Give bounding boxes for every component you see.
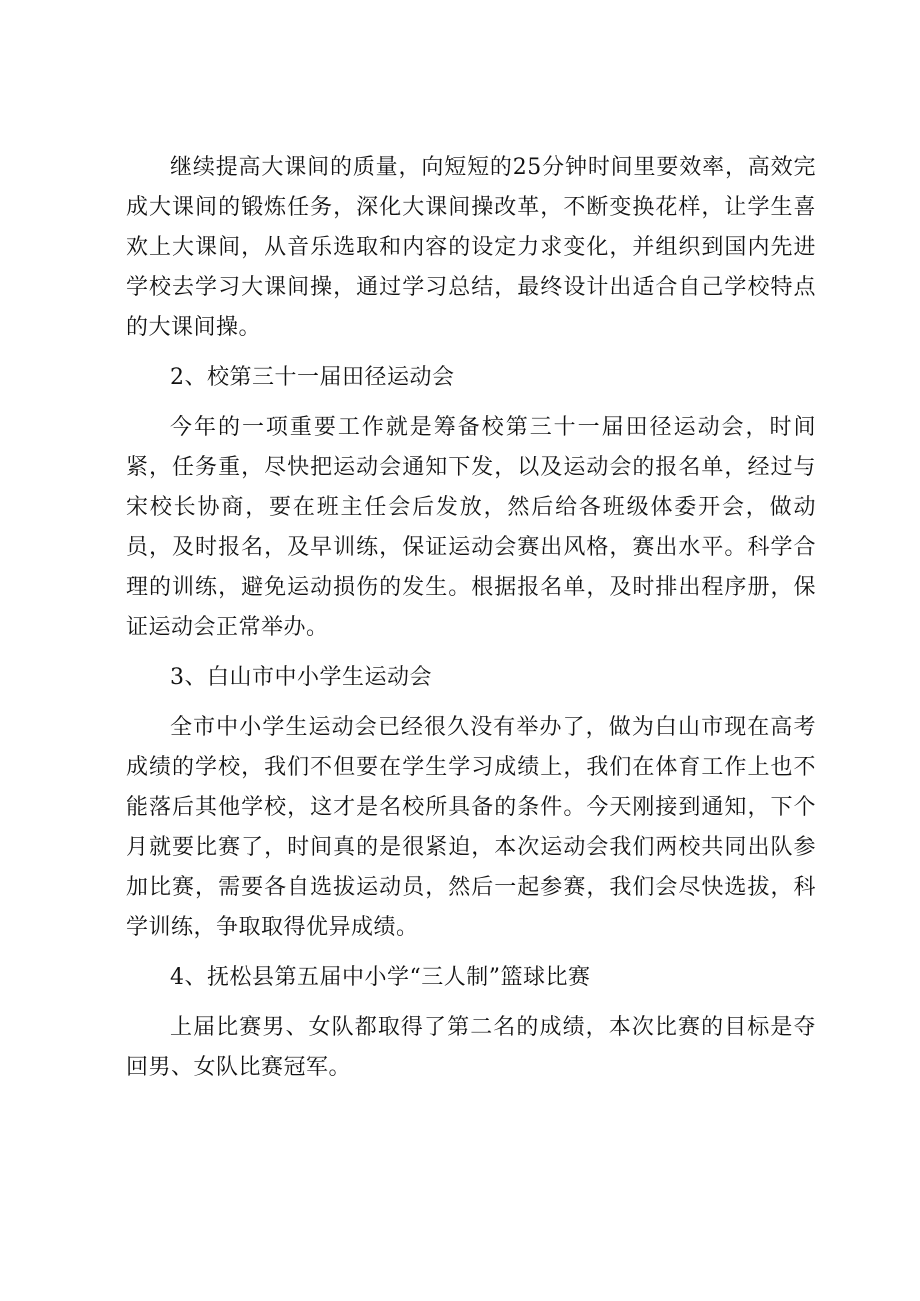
paragraph-fusong-basketball: 上届比赛男、女队都取得了第二名的成绩，本次比赛的目标是夺回男、女队比赛冠军。 — [126, 1015, 816, 1080]
heading-baishan-sports-meet: 3、白山市中小学生运动会 — [170, 665, 432, 690]
paragraph-school-track-meet: 今年的一项重要工作就是筹备校第三十一届田径运动会，时间紧，任务重，尽快把运动会通知下发，以及运动会的报名单，经过与宋校长协商，要在班主任会后发放，然后给各班级体委开会，做动员，及时报名，及早训练，保证运动会赛出风格，赛出水平。科学合理的训练，避免运动损伤的发生。根据报名单，及时排出程序册，保证运动会正常举办。 — [126, 415, 816, 640]
paragraph-baishan-sports-meet: 全市中小学生运动会已经很久没有举办了，做为白山市现在高考成绩的学校，我们不但要在学生学习成绩上，我们在体育工作上也不能落后其他学校，这才是名校所具备的条件。今天刚接到通知，下个月就要比赛了，时间真的是很紧迫，本次运动会我们两校共同出队参加比赛，需要各自选拔运动员，然后一起参赛，我们会尽快选拔，科学训练，争取取得优异成绩。 — [126, 715, 816, 940]
heading-fusong-basketball: 4、抚松县第五届中小学“三人制”篮球比赛 — [170, 965, 591, 990]
document-body — [126, 148, 816, 1098]
heading-school-track-meet: 2、校第三十一届田径运动会 — [170, 365, 455, 390]
paragraph-morning-exercise: 继续提高大课间的质量，向短短的25分钟时间里要效率，高效完成大课间的锻炼任务，深化大课间操改革，不断变换花样，让学生喜欢上大课间，从音乐选取和内容的设定力求变化，并组织到国内先进学校去学习大课间操，通过学习总结，最终设计出适合自己学校特点的大课间操。 — [126, 155, 816, 340]
